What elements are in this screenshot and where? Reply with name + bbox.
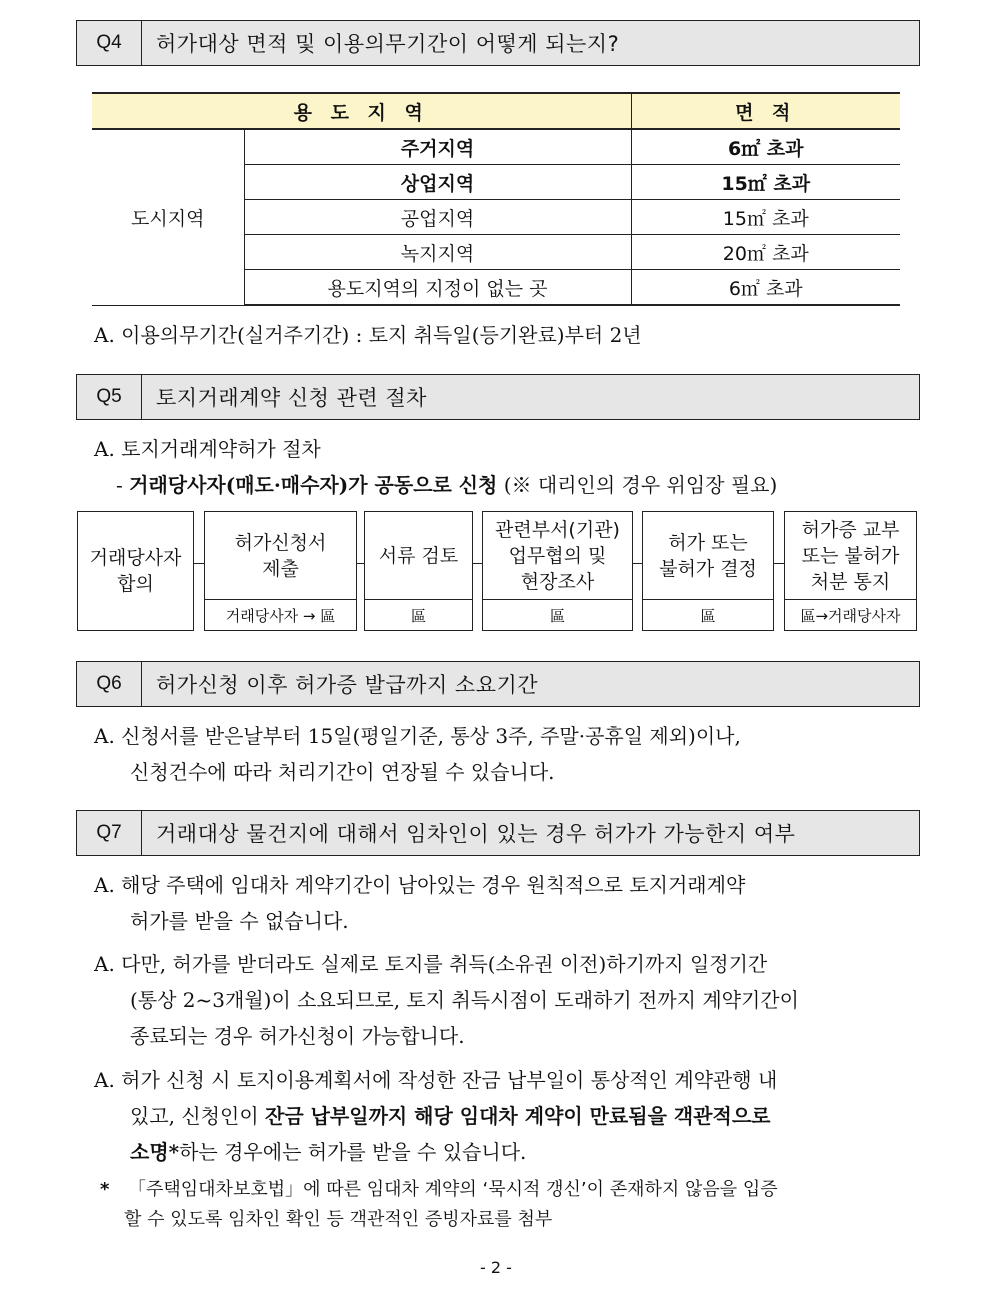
q7-a3-line1: A. 허가 신청 시 토지이용계획서에 작성한 잔금 납부일이 통상적인 계약관행 내 bbox=[94, 1068, 778, 1092]
flow-step-title: 허가 또는 불허가 결정 bbox=[659, 531, 757, 580]
q7-a3-line2-plain: 있고, 신청인이 bbox=[130, 1104, 265, 1128]
q5-answer-rest: (※ 대리인의 경우 위임장 필요) bbox=[497, 473, 778, 497]
flow-connector bbox=[473, 563, 482, 564]
flow-step-actor: 區 bbox=[483, 599, 632, 630]
flow-step-title: 거래당사자 합의 bbox=[89, 547, 182, 595]
q7-number: Q7 bbox=[77, 811, 142, 855]
q5-answer-line2 bbox=[94, 467, 777, 503]
flow-step-title: 허가신청서 제출 bbox=[234, 531, 327, 580]
flow-connector bbox=[194, 563, 204, 564]
q7-header bbox=[76, 810, 920, 856]
q7-a1-line2: 허가를 받을 수 없습니다. bbox=[130, 909, 349, 933]
footnote bbox=[100, 1175, 778, 1235]
q7-a2-line2: (통상 2~3개월)이 소요되므로, 토지 취득시점이 도래하기 전까지 계약기간이 bbox=[130, 988, 799, 1012]
zone-cell: 상업지역 bbox=[244, 165, 631, 200]
footnote-line2: 할 수 있도록 임차인 확인 등 객관적인 증빙자료를 첨부 bbox=[124, 1209, 553, 1230]
q5-answer-bold: 거래당사자(매도·매수자)가 공동으로 신청 bbox=[129, 473, 498, 497]
flow-connector bbox=[357, 563, 364, 564]
q4-title: 허가대상 면적 및 이용의무기간이 어떻게 되는지? bbox=[156, 32, 620, 56]
q6-number: Q6 bbox=[77, 662, 142, 706]
zone-cell: 공업지역 bbox=[244, 200, 631, 235]
q4-answer: A. 이용의무기간(실거주기간) : 토지 취득일(등기완료)부터 2년 bbox=[94, 323, 642, 347]
q7-a3-line3-plain: 하는 경우에는 허가를 받을 수 있습니다. bbox=[179, 1140, 527, 1164]
flow-step-consult bbox=[482, 511, 633, 631]
flow-step-decision bbox=[642, 511, 774, 631]
area-cell: 15㎡ 초과 bbox=[631, 200, 900, 235]
header-area: 면 적 bbox=[631, 93, 900, 129]
q4-header bbox=[76, 20, 920, 66]
q5-number: Q5 bbox=[77, 375, 142, 419]
q7-a3-line3 bbox=[94, 1134, 777, 1170]
flow-step-actor: 區→거래당사자 bbox=[785, 599, 916, 630]
q7-a3-line3-bold: 소명* bbox=[130, 1140, 180, 1164]
q6-title: 허가신청 이후 허가증 발급까지 소요기간 bbox=[156, 673, 539, 697]
flow-step-review bbox=[364, 511, 473, 631]
flow-step-submit bbox=[204, 511, 357, 631]
area-table-header bbox=[92, 93, 900, 129]
header-zone: 용 도 지 역 bbox=[92, 93, 631, 129]
flow-connector bbox=[633, 563, 642, 564]
zone-cell: 용도지역의 지정이 없는 곳 bbox=[244, 270, 631, 306]
area-cell: 6㎡ 초과 bbox=[631, 270, 900, 306]
zone-cell: 주거지역 bbox=[244, 129, 631, 165]
area-cell: 15㎡ 초과 bbox=[631, 165, 900, 200]
q7-answer-3 bbox=[94, 1062, 777, 1170]
flow-step-actor: 區 bbox=[643, 599, 773, 630]
area-cell: 20㎡ 초과 bbox=[631, 235, 900, 270]
q7-a2-line1: A. 다만, 허가를 받더라도 실제로 토지를 취득(소유권 이전)하기까지 일정기간 bbox=[94, 952, 768, 976]
q5-dash: - bbox=[116, 473, 130, 497]
q7-a3-line2 bbox=[94, 1098, 777, 1134]
q4-number: Q4 bbox=[77, 21, 142, 65]
q5-answer bbox=[94, 431, 777, 503]
footnote-mark: * bbox=[100, 1179, 110, 1200]
area-cell: 6㎡ 초과 bbox=[631, 129, 900, 165]
q6-answer-line2: 신청건수에 따라 처리기간이 연장될 수 있습니다. bbox=[130, 760, 555, 784]
q7-answer-2 bbox=[94, 946, 799, 1054]
flow-step-title: 서류 검토 bbox=[378, 544, 459, 567]
flow-step-notice bbox=[784, 511, 917, 631]
city-label: 도시지역 bbox=[92, 129, 244, 305]
q7-a2-line3: 종료되는 경우 허가신청이 가능합니다. bbox=[130, 1024, 465, 1048]
q6-answer-line1: A. 신청서를 받은날부터 15일(평일기준, 통상 3주, 주말·공휴일 제외)이나, bbox=[94, 724, 741, 748]
q7-title: 거래대상 물건지에 대해서 임차인이 있는 경우 허가가 가능한지 여부 bbox=[156, 822, 796, 846]
q7-a1-line1: A. 해당 주택에 임대차 계약기간이 남아있는 경우 원칙적으로 토지거래계약 bbox=[94, 873, 746, 897]
q6-header bbox=[76, 661, 920, 707]
flow-step-title: 허가증 교부 또는 불허가 처분 통지 bbox=[801, 518, 900, 593]
footnote-text1: 「주택임대차보호법」에 따른 임대차 계약의 ‘묵시적 갱신’이 존재하지 않음을 입증 bbox=[128, 1179, 778, 1200]
q6-answer bbox=[94, 718, 741, 790]
flow-step-actor: 區 bbox=[365, 599, 472, 630]
q5-title: 토지거래계약 신청 관련 절차 bbox=[156, 386, 427, 410]
flow-step-agreement bbox=[77, 511, 194, 631]
q7-a3-line2-bold: 잔금 납부일까지 해당 임대차 계약이 만료됨을 객관적으로 bbox=[265, 1104, 771, 1128]
zone-cell: 녹지지역 bbox=[244, 235, 631, 270]
flow-step-title: 관련부서(기관) 업무협의 및 현장조사 bbox=[495, 518, 620, 593]
q7-answer-1 bbox=[94, 867, 745, 939]
q5-header bbox=[76, 374, 920, 420]
footnote-line1 bbox=[100, 1175, 778, 1205]
page-number: - 2 - bbox=[480, 1258, 512, 1277]
flow-step-actor: 거래당사자 → 區 bbox=[205, 599, 356, 630]
table-row bbox=[92, 129, 900, 165]
flow-connector bbox=[774, 563, 784, 564]
area-table bbox=[92, 92, 900, 306]
q5-answer-line1: A. 토지거래계약허가 절차 bbox=[94, 437, 321, 461]
